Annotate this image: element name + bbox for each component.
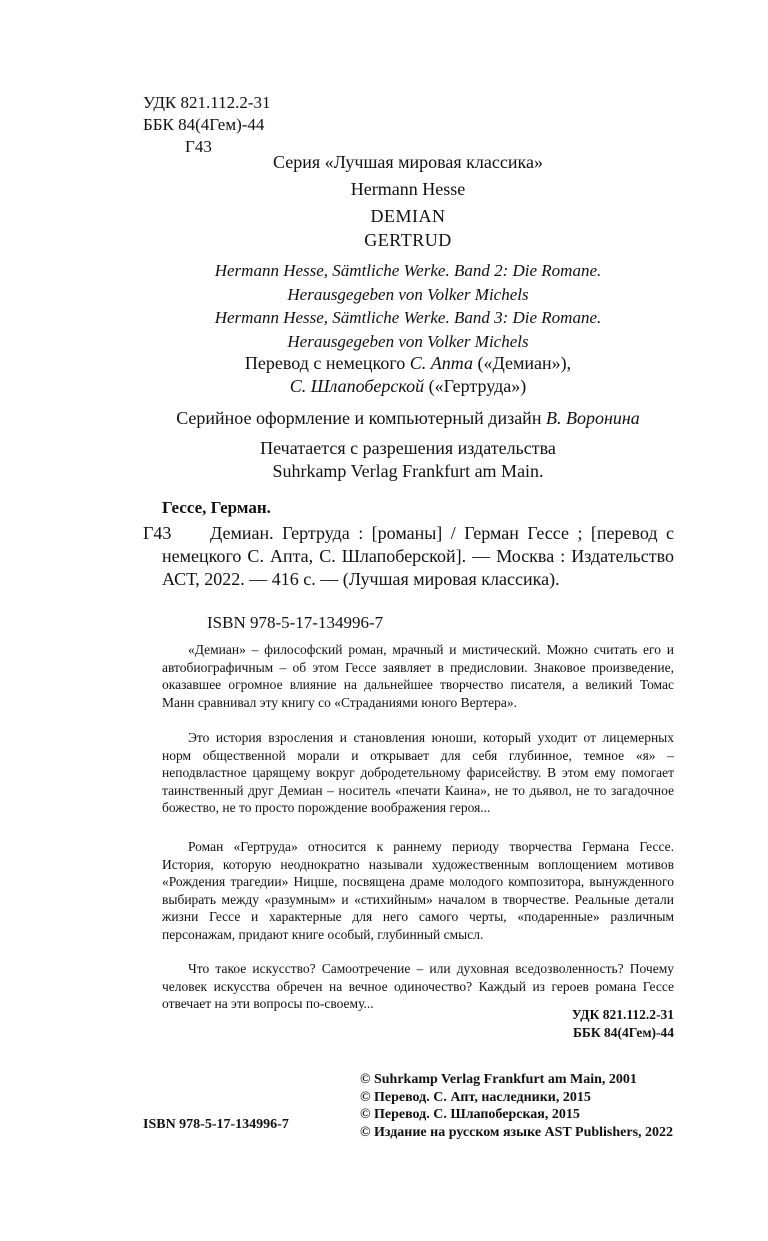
source-line: Hermann Hesse, Sämtliche Werke. Band 3: Die Romane.	[214, 308, 602, 327]
bibliography-author: Гессе, Герман.	[162, 498, 271, 517]
annotation-paragraph: «Демиан» – философский роман, мрачный и мистический. Можно считать его и автобиографичным – об этом Гессе заявляет в предисловии. Знаковое произведение, оказавшее огромное влияние на дальнейшее творчество писателя, а великий Томас Манн сравнивал эту книгу со «Страданиями юного Вертера».	[162, 642, 674, 710]
copyright-line: © Перевод. С. Апт, наследники, 2015	[360, 1089, 591, 1105]
annotation-paragraph: Это история взросления и становления юноши, который уходит от лицемерных норм общественной морали и открывает для себя глубинное, темное «я» – неподвластное царящему вокруг добродетельному фарисейству. В этом ему помогает таинственный друг Демиан – носитель «печати Каина», не то дьявол, не то загадочное божество, не то просто порождение воображения героя...	[162, 730, 674, 816]
bbk-code: ББК 84(4Гем)-44	[573, 1025, 674, 1040]
classification-codes	[143, 92, 271, 158]
isbn: ISBN 978-5-17-134996-7	[207, 613, 384, 632]
permission-note	[120, 437, 696, 483]
source-line: Herausgegeben von Volker Michels	[287, 284, 529, 304]
translated-work: («Гертруда»)	[424, 376, 527, 396]
designer-name: В. Воронина	[545, 408, 640, 428]
translated-work: («Демиан»),	[473, 353, 572, 373]
annotation-paragraph: Роман «Гертруда» относится к раннему периоду творчества Германа Гессе. История, которую неоднократно называли художественным воплощением мотивов «Рождения трагедии» Ницше, посвящена драме молодого композитора, вынужденного выбирать между «разумным» и «стихийным» началом в творчестве. Реальные детали жизни Гессе и характерные для него самого черты, «подаренные» различным персонажам, придают книге особый, глубинный смысл.	[162, 839, 674, 942]
bibliography-mark: Г43	[143, 523, 172, 543]
bbk-code: ББК 84(4Гем)-44	[143, 115, 265, 134]
annotation-paragraph: Что такое искусство? Самоотречение – или духовная вседозволенность? Почему человек искусства обречен на вечное одиночество? Каждый из героев романа Гессе отвечает на эти вопросы по-своему...	[162, 961, 674, 1012]
bibliography-description: Демиан. Гертруда : [романы] / Герман Гессе ; [перевод с немецкого С. Апта, С. Шлапоберской]. — Москва : Издательство АСТ, 2022. — 416 с. — (Лучшая мировая классика).	[162, 523, 674, 589]
permission-line: Печатается с разрешения издательства	[260, 438, 556, 458]
copyright-line: © Перевод. С. Шлапоберская, 2015	[360, 1107, 580, 1122]
translation-prefix: Перевод с немецкого	[244, 353, 410, 373]
author-mark: Г43	[185, 137, 212, 156]
permission-line: Suhrkamp Verlag Frankfurt am Main.	[272, 461, 544, 481]
original-author: Hermann Hesse	[350, 179, 466, 199]
udk-code: УДК 821.112.2-31	[143, 93, 271, 112]
isbn-bottom: ISBN 978-5-17-134996-7	[143, 1117, 289, 1132]
bottom-classification-codes	[572, 1006, 674, 1042]
original-title: GERTRUD	[364, 230, 452, 250]
original-title: DEMIAN	[370, 206, 446, 226]
translators	[120, 352, 696, 398]
original-titles	[120, 204, 696, 252]
source-line: Hermann Hesse, Sämtliche Werke. Band 2: Die Romane.	[214, 261, 602, 280]
design-credit-text: Серийное оформление и компьютерный дизайн	[176, 408, 546, 428]
copyright-line: © Издание на русском языке AST Publishers, 2022	[360, 1124, 674, 1140]
copyright-line: © Suhrkamp Verlag Frankfurt am Main, 2001	[360, 1072, 637, 1087]
design-credit	[120, 406, 696, 430]
series-title: Серия «Лучшая мировая классика»	[273, 152, 543, 172]
udk-code: УДК 821.112.2-31	[571, 1007, 674, 1022]
copyright-notices	[360, 1071, 673, 1141]
source-line: Herausgegeben von Volker Michels	[287, 331, 529, 351]
original-sources	[120, 259, 696, 353]
translator-name: С. Апта	[409, 353, 473, 373]
translator-name: С. Шлапоберской	[289, 376, 425, 396]
